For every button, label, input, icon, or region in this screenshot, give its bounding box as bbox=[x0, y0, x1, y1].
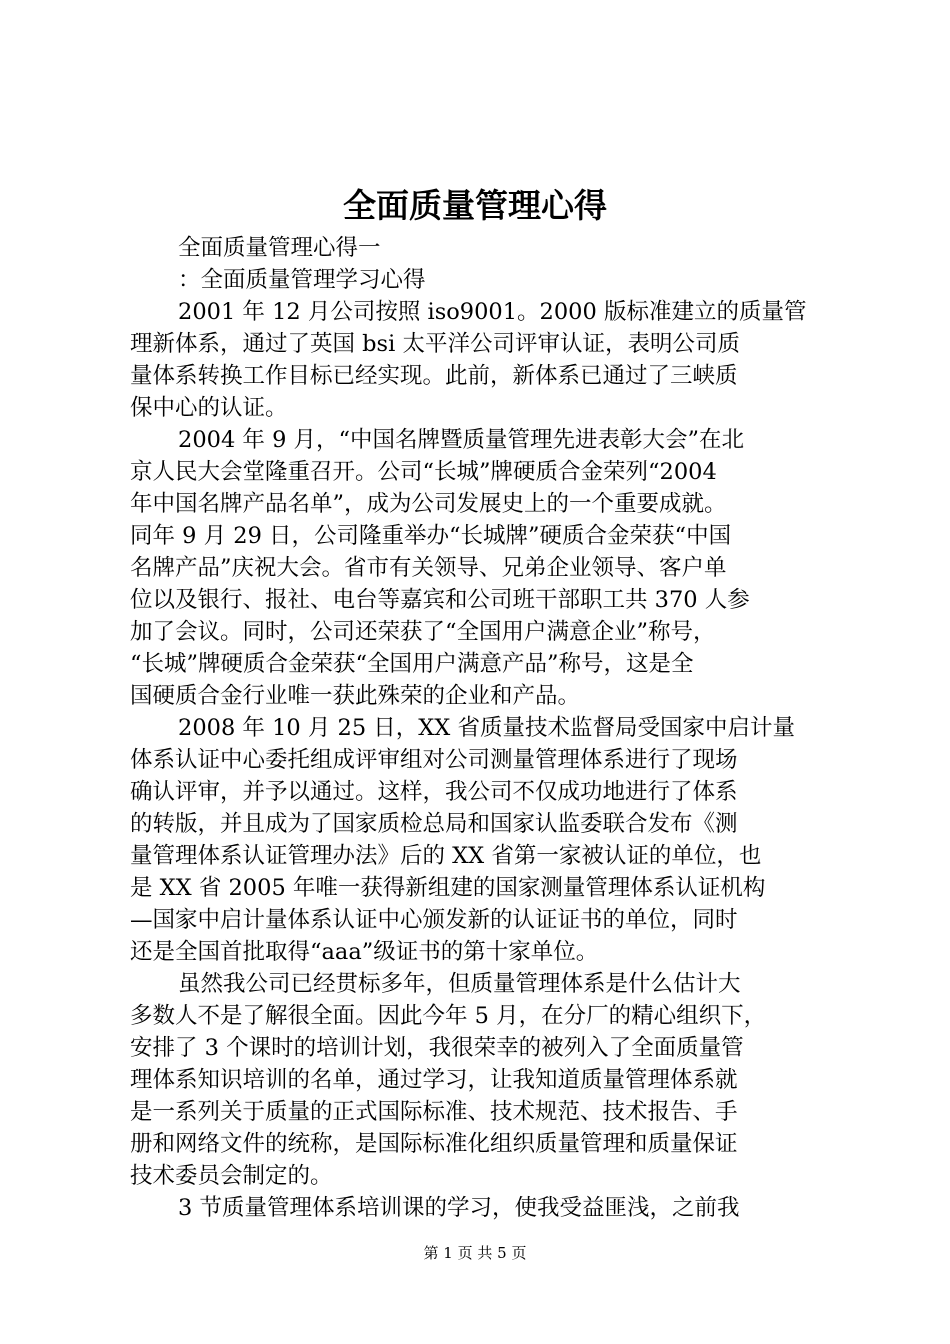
text-line: 保中心的认证。 bbox=[130, 395, 288, 421]
text-line: 名牌产品”庆祝大会。省市有关领导、兄弟企业领导、客户单 bbox=[130, 555, 727, 581]
text-line: 京人民大会堂隆重召开。公司“长城”牌硬质合金荣列“2004 bbox=[130, 459, 717, 485]
text-line: 确认评审，并予以通过。这样，我公司不仅成功地进行了体系 bbox=[130, 779, 738, 805]
text-line: 技术委员会制定的。 bbox=[130, 1163, 333, 1189]
text-line: 位以及银行、报社、电台等嘉宾和公司班干部职工共 370 人参 bbox=[130, 587, 750, 613]
document-title: 全面质量管理心得 bbox=[343, 186, 607, 225]
text-line: 2008 年 10 月 25 日，XX 省质量技术监督局受国家中启计量 bbox=[178, 715, 795, 741]
text-line: 3 节质量管理体系培训课的学习，使我受益匪浅，之前我 bbox=[178, 1195, 740, 1221]
text-line: 理体系知识培训的名单，通过学习，让我知道质量管理体系就 bbox=[130, 1067, 738, 1093]
text-line: 虽然我公司已经贯标多年，但质量管理体系是什么估计大 bbox=[178, 971, 741, 997]
text-line: 年中国名牌产品名单”，成为公司发展史上的一个重要成就。 bbox=[130, 491, 727, 517]
text-line: 是 XX 省 2005 年唯一获得新组建的国家测量管理体系认证机构 bbox=[130, 875, 766, 901]
text-line: 理新体系，通过了英国 bsi 太平洋公司评审认证，表明公司质 bbox=[130, 331, 740, 357]
text-line: 加了会议。同时，公司还荣获了“全国用户满意企业”称号， bbox=[130, 619, 716, 645]
text-line: “长城”牌硬质合金荣获“全国用户满意产品”称号，这是全 bbox=[130, 651, 694, 677]
text-line: 量体系转换工作目标已经实现。此前，新体系已通过了三峡质 bbox=[130, 363, 738, 389]
text-line: 同年 9 月 29 日，公司隆重举办“长城牌”硬质合金荣获“中国 bbox=[130, 523, 732, 549]
text-line: 的转版，并且成为了国家质检总局和国家认监委联合发布《测 bbox=[130, 811, 738, 837]
page-number-footer: 第 1 页 共 5 页 bbox=[423, 1244, 527, 1262]
text-line: —国家中启计量体系认证中心颁发新的认证证书的单位，同时 bbox=[130, 907, 738, 933]
text-line: 全面质量管理心得一 bbox=[178, 235, 381, 261]
text-line: 2004 年 9 月，“中国名牌暨质量管理先进表彰大会”在北 bbox=[178, 427, 745, 453]
text-line: 是一系列关于质量的正式国际标准、技术规范、技术报告、手 bbox=[130, 1099, 738, 1125]
text-line: 安排了 3 个课时的培训计划，我很荣幸的被列入了全面质量管 bbox=[130, 1035, 744, 1061]
text-line: 体系认证中心委托组成评审组对公司测量管理体系进行了现场 bbox=[130, 747, 738, 773]
text-line: ：全面质量管理学习心得 bbox=[178, 267, 426, 293]
document-body bbox=[130, 232, 832, 1224]
text-line: 量管理体系认证管理办法》后的 XX 省第一家被认证的单位，也 bbox=[130, 843, 762, 869]
text-line: 国硬质合金行业唯一获此殊荣的企业和产品。 bbox=[130, 683, 581, 709]
text-line: 2001 年 12 月公司按照 iso9001。2000 版标准建立的质量管 bbox=[178, 299, 807, 325]
text-line: 多数人不是了解很全面。因此今年 5 月，在分厂的精心组织下， bbox=[130, 1003, 767, 1029]
text-line: 还是全国首批取得“aaa”级证书的第十家单位。 bbox=[130, 939, 599, 965]
text-line: 册和网络文件的统称，是国际标准化组织质量管理和质量保证 bbox=[130, 1131, 738, 1157]
